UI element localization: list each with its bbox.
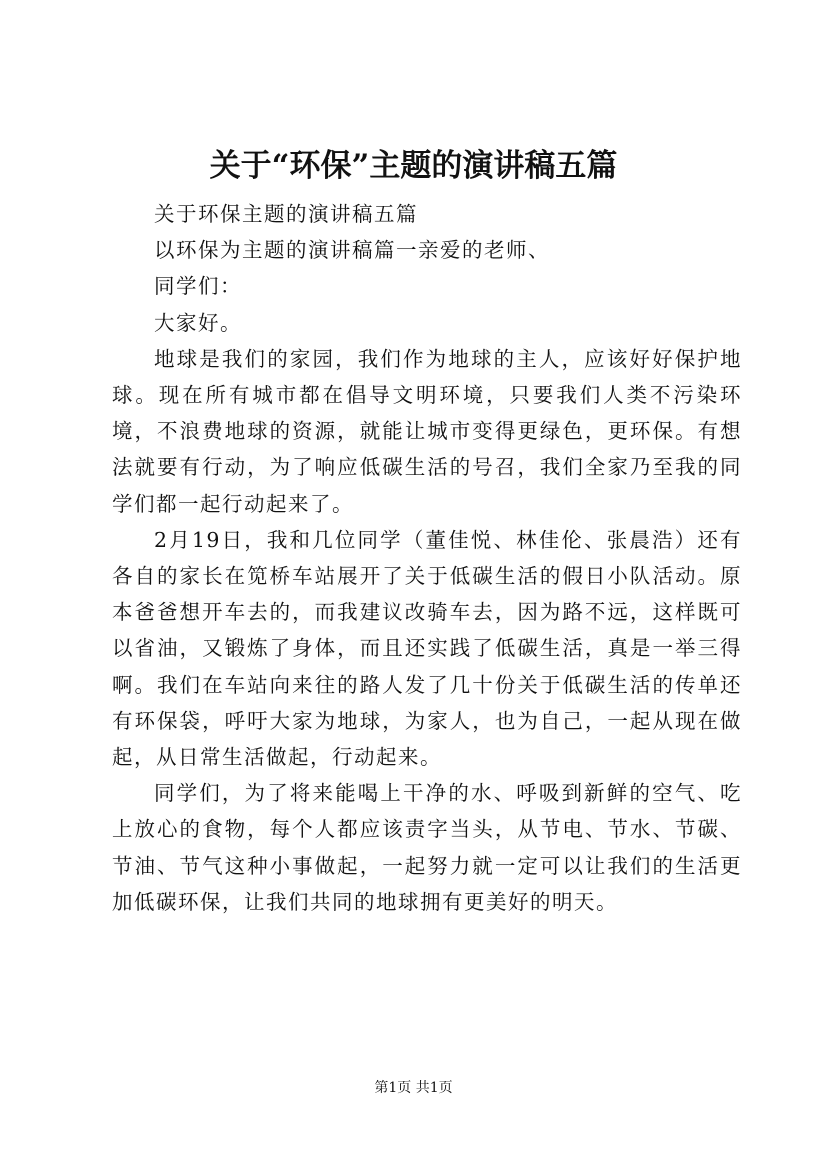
paragraph: 地球是我们的家园，我们作为地球的主人，应该好好保护地球。现在所有城市都在倡导文明环境，只要我们人类不污染环境，不浪费地球的资源，就能让城市变得更绿色，更环保。有想法就要有行动，为了响应低碳生活的号召，我们全家乃至我的同学们都一起行动起来了。 [112, 346, 742, 516]
paragraph: 关于环保主题的演讲稿五篇 [154, 202, 418, 226]
paragraph: 大家好。 [154, 310, 242, 335]
paragraph: 2月19日，我和几位同学（董佳悦、林佳伦、张晨浩）还有各自的家长在笕桥车站展开了关于低碳生活的假日小队活动。原本爸爸想开车去的，而我建议改骑车去，因为路不远，这样既可以省油，又锻炼了身体，而且还实践了低碳生活，真是一举三得啊。我们在车站向来往的路人发了几十份关于低碳生活的传单还有环保袋，呼吁大家为地球，为家人，也为自己，一起从现在做起，从日常生活做起，行动起来。 [112, 527, 742, 770]
paragraph: 同学们，为了将来能喝上干净的水、呼吸到新鲜的空气、吃上放心的食物，每个人都应该责字当头，从节电、节水、节碳、节油、节气这种小事做起，一起努力就一定可以让我们的生活更加低碳环保，让我们共同的地球拥有更美好的明天。 [112, 781, 742, 914]
paragraph: 同学们： [154, 274, 242, 299]
page-footer: 第1页 共1页 [374, 1080, 453, 1096]
document-body [112, 196, 742, 920]
document-title: 关于“环保”主题的演讲稿五篇 [209, 148, 618, 184]
paragraph: 以环保为主题的演讲稿篇一亲爱的老师、 [154, 238, 550, 263]
